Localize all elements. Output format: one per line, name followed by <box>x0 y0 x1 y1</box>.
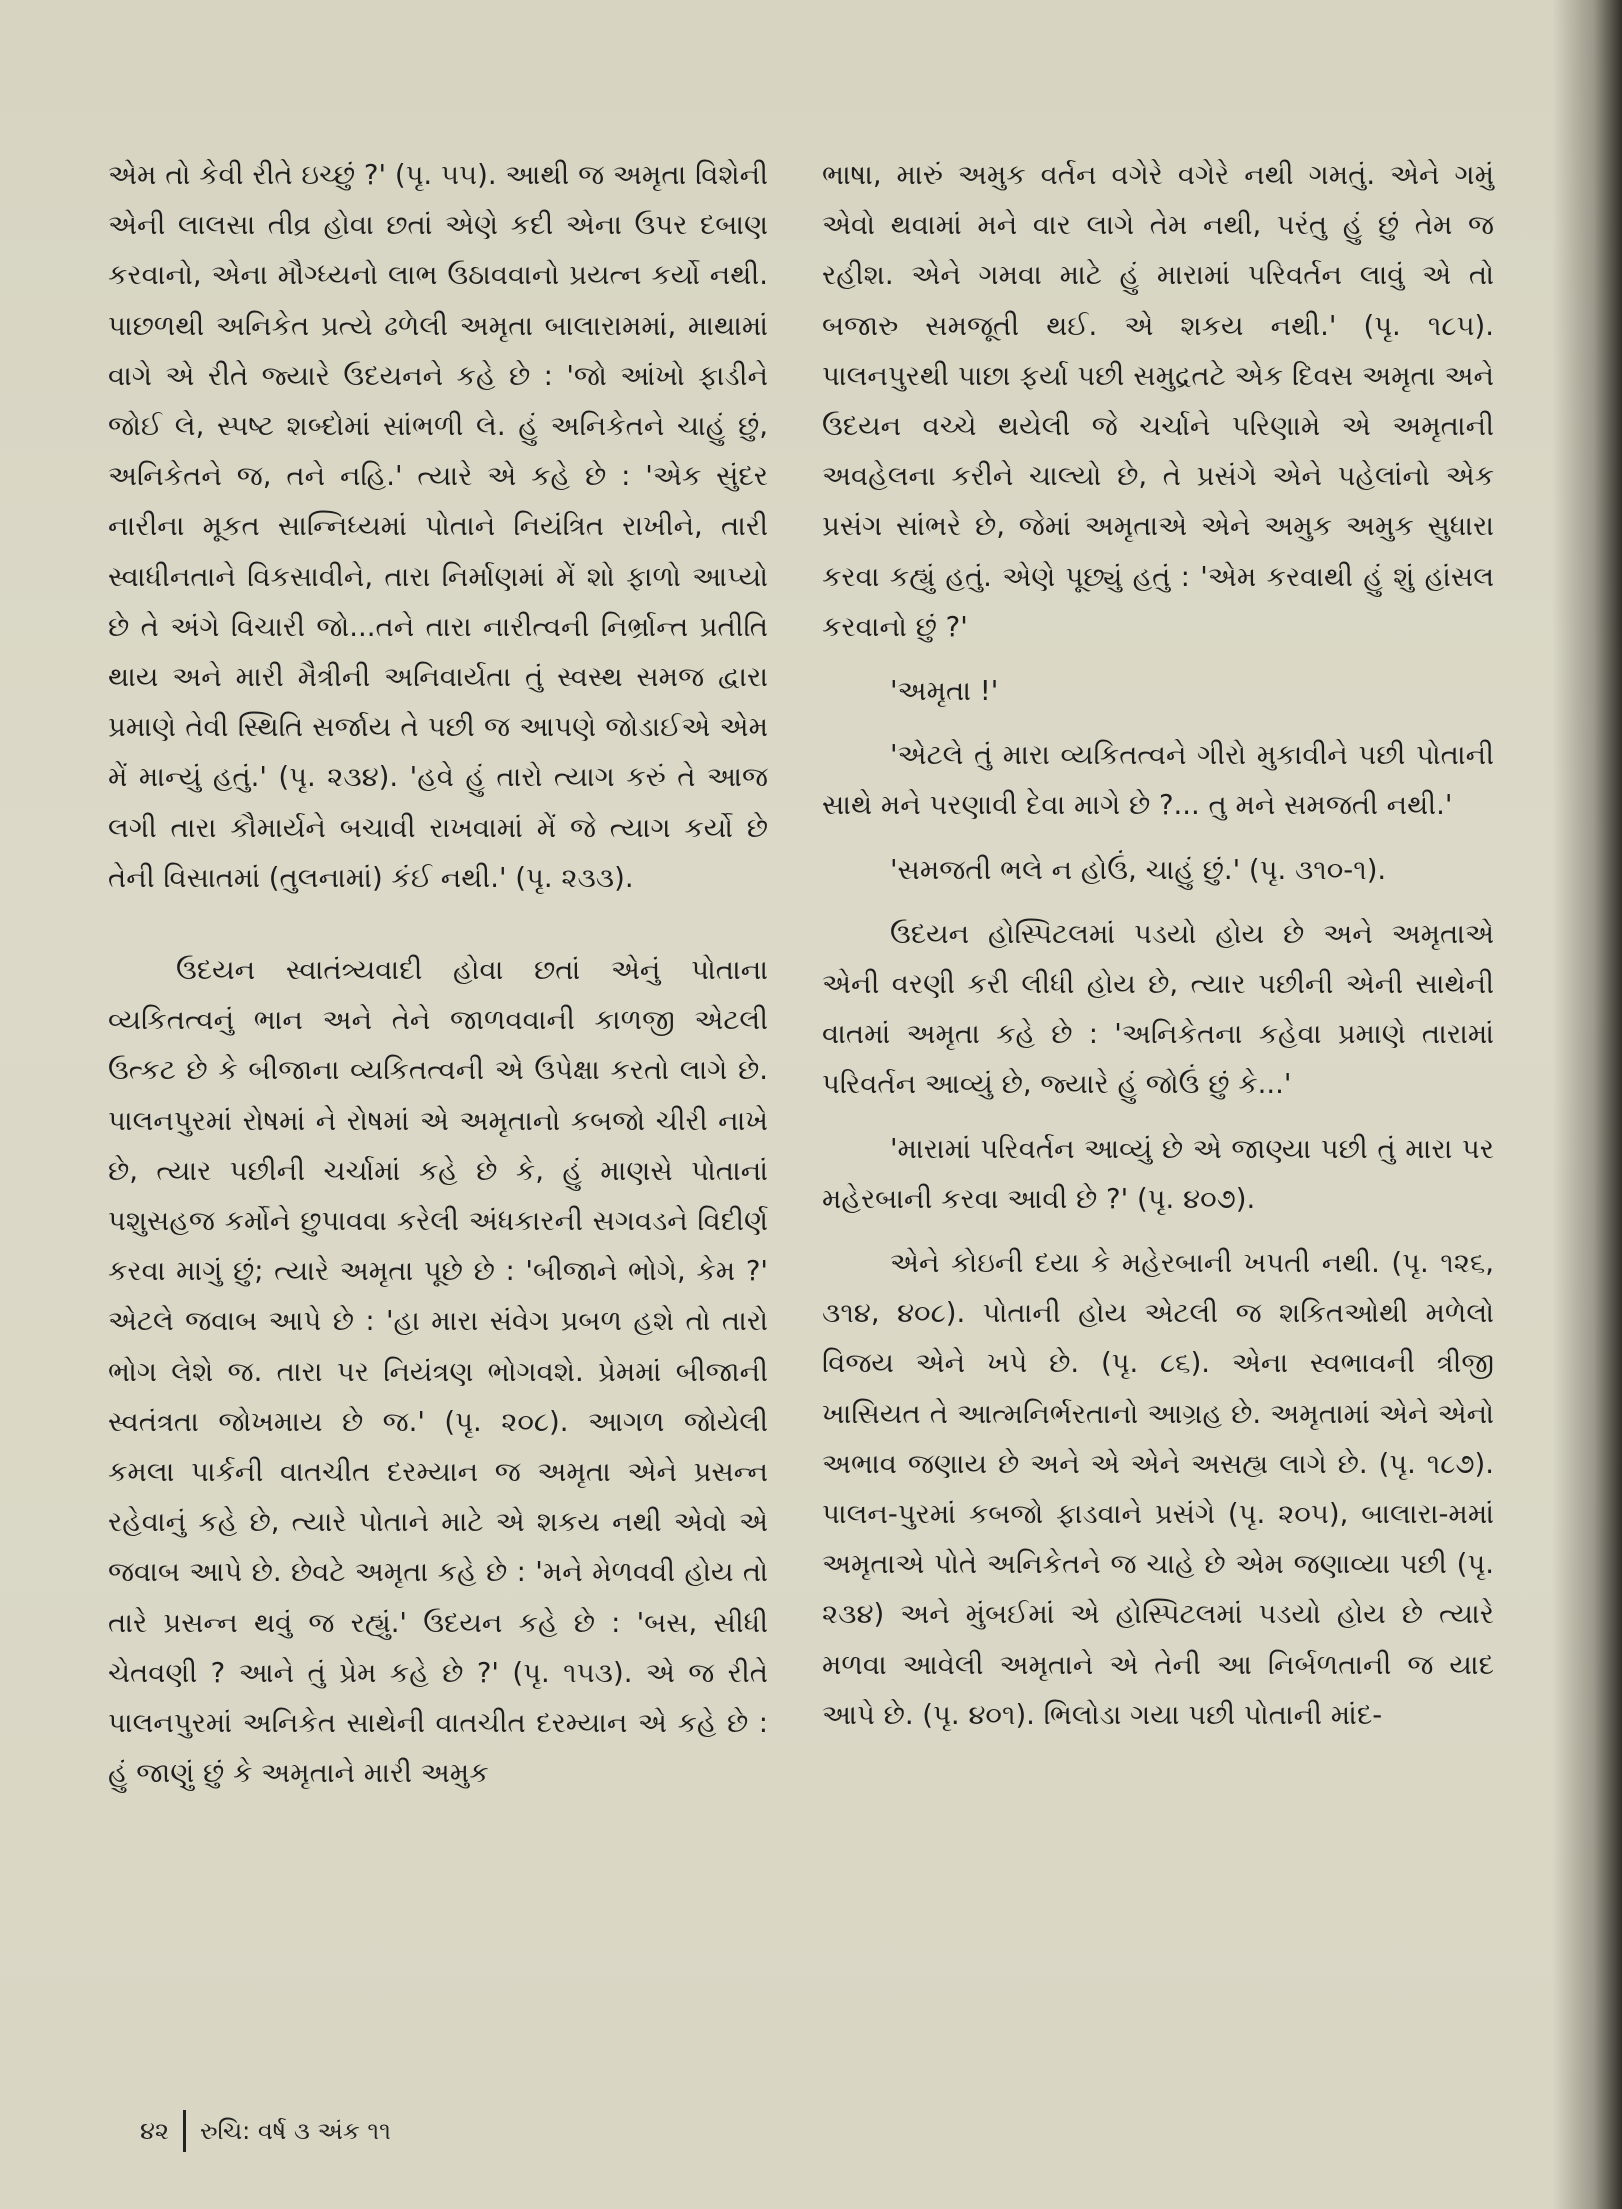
paragraph: ઉદયન સ્વાતંત્ર્યવાદી હોવા છતાં એનું પોતાના વ્યકિતત્વનું ભાન અને તેને જાળવવાની કાળજી એટલી ઉત્કટ છે કે બીજાના વ્યકિતત્વની એ ઉપેક્ષા કરતો લાગે છે. પાલનપુરમાં રોષમાં ને રોષમાં એ અમૃતાનો કબજો ચીરી નાખે છે, ત્યાર પછીની ચર્ચામાં કહે છે કે, હું માણસે પોતાનાં પશુસહજ કર્મોને છુપાવવા કરેલી અંધકારની સગવડને વિદીર્ણ કરવા માગું છું; ત્યારે અમૃતા પૂછે છે : 'બીજાને ભોગે, કેમ ?' એટલે જવાબ આપે છે : 'હા મારા સંવેગ પ્રબળ હશે તો તારો ભોગ લેશે જ. તારા પર નિયંત્રણ ભોગવશે. પ્રેમમાં બીજાની સ્વતંત્રતા જોખમાય છે જ.' (પૃ. ૨૦૮). આગળ જોયેલી કમલા પાર્કની વાતચીત દરમ્યાન જ અમૃતા એને પ્રસન્ન રહેવાનું કહે છે, ત્યારે પોતાને માટે એ શકય નથી એવો એ જવાબ આપે છે. છેવટે અમૃતા કહે છે : 'મને મેળવવી હોય તો તારે પ્રસન્ન થવું જ રહ્યું.' ઉદયન કહે છે : 'બસ, સીધી ચેતવણી ? આને તું પ્રેમ કહે છે ?' (પૃ. ૧૫૩). એ જ રીતે પાલનપુરમાં અનિકેત સાથેની વાતચીત દરમ્યાન એ કહે છે : હું જાણું છું કે અમૃતાને મારી અમુક <box>108 954 768 1790</box>
paragraph: 'મારામાં પરિવર્તન આવ્યું છે એ જાણ્યા પછી તું મારા પર મહેરબાની કરવા આવી છે ?' (પૃ. ૪૦૭). <box>822 1132 1494 1215</box>
paragraph: 'એટલે તું મારા વ્યકિતત્વને ગીરો મુકાવીને પછી પોતાની સાથે મને પરણાવી દેવા માગે છે ?... તુ મને સમજતી નથી.' <box>822 739 1494 822</box>
paragraph: 'અમૃતા !' <box>890 675 999 708</box>
publication-info: રુચિ: વર્ષ ૩ અંક ૧૧ <box>199 2117 391 2145</box>
right-column <box>822 150 1494 1740</box>
left-column <box>108 150 768 1799</box>
page-number: ૪૨ <box>140 2117 169 2145</box>
paragraph: ભાષા, મારું અમુક વર્તન વગેરે વગેરે નથી ગમતું. એને ગમું એવો થવામાં મને વાર લાગે તેમ નથી, પરંતુ હું છું તેમ જ રહીશ. એને ગમવા માટે હું મારામાં પરિવર્તન લાવું એ તો બજારુ સમજૂતી થઈ. એ શકય નથી.' (પૃ. ૧૮૫). પાલનપુરથી પાછા ફર્યા પછી સમુદ્રતટે એક દિવસ અમૃતા અને ઉદયન વચ્ચે થયેલી જે ચર્ચાને પરિણામે એ અમૃતાની અવહેલના કરીને ચાલ્યો છે, તે પ્રસંગે એને પહેલાંનો એક પ્રસંગ સાંભરે છે, જેમાં અમૃતાએ એને અમુક અમુક સુધારા કરવા કહ્યું હતું. એણે પૂછ્યું હતું : 'એમ કરવાથી હું શું હાંસલ કરવાનો છું ?' <box>822 159 1494 643</box>
paragraph: એને કોઇની દયા કે મહેરબાની ખપતી નથી. (પૃ. ૧૨૬, ૩૧૪, ૪૦૮). પોતાની હોય એટલી જ શકિતઓથી મળેલો વિજય એને ખપે છે. (પૃ. ૮૬). એના સ્વભાવની ત્રીજી ખાસિયત તે આત્મનિર્ભરતાનો આગ્રહ છે. અમૃતામાં એને એનો અભાવ જણાય છે અને એ એને અસહ્ય લાગે છે. (પૃ. ૧૮૭). પાલન-પુરમાં કબજો ફાડવાને પ્રસંગે (પૃ. ૨૦૫), બાલારા-મમાં અમૃતાએ પોતે અનિકેતને જ ચાહે છે એમ જણાવ્યા પછી (પૃ. ૨૩૪) અને મુંબઈમાં એ હોસ્પિટલમાં પડયો હોય છે ત્યારે મળવા આવેલી અમૃતાને એ તેની આ નિર્બળતાની જ યાદ આપે છે. (પૃ. ૪૦૧). ભિલોડા ગયા પછી પોતાની માંદ- <box>822 1247 1494 1731</box>
page-edge-shadow <box>1552 0 1622 2209</box>
paragraph: 'સમજતી ભલે ન હોઉં, ચાહું છું.' (પૃ. ૩૧૦-૧). <box>890 853 1387 886</box>
paragraph: ઉદયન હોસ્પિટલમાં પડયો હોય છે અને અમૃતાએ એની વરણી કરી લીધી હોય છે, ત્યાર પછીની એની સાથેની વાતમાં અમૃતા કહે છે : 'અનિકેતના કહેવા પ્રમાણે તારામાં પરિવર્તન આવ્યું છે, જ્યારે હું જોઉં છું કે...' <box>822 917 1494 1101</box>
footer-divider <box>183 2110 186 2152</box>
page-footer <box>140 2110 391 2152</box>
paragraph: એમ તો કેવી રીતે ઇચ્છું ?' (પૃ. ૫૫). આથી જ અમૃતા વિશેની એની લાલસા તીવ્ર હોવા છતાં એણે કદી એના ઉપર દબાણ કરવાનો, એના મૌગ્ધ્યનો લાભ ઉઠાવવાનો પ્રયત્ન કર્યો નથી. પાછળથી અનિકેત પ્રત્યે ઢળેલી અમૃતા બાલારામમાં, માથામાં વાગે એ રીતે જ્યારે ઉદયનને કહે છે : 'જો આંખો ફાડીને જોઈ લે, સ્પષ્ટ શબ્દોમાં સાંભળી લે. હું અનિકેતને ચાહું છું, અનિકેતને જ, તને નહિ.' ત્યારે એ કહે છે : 'એક સુંદર નારીના મૂકત સાન્નિધ્યમાં પોતાને નિયંત્રિત રાખીને, તારી સ્વાધીનતાને વિકસાવીને, તારા નિર્માણમાં મેં શો ફાળો આપ્યો છે તે અંગે વિચારી જો...તને તારા નારીત્વની નિર્ભ્રાન્ત પ્રતીતિ થાય અને મારી મૈત્રીની અનિવાર્યતા તું સ્વસ્થ સમજ દ્વારા પ્રમાણે તેવી સ્થિતિ સર્જાય તે પછી જ આપણે જોડાઈએ એમ મેં માન્યું હતું.' (પૃ. ૨૩૪). 'હવે હું તારો ત્યાગ કરું તે આજ લગી તારા કૌમાર્યને બચાવી રાખવામાં મેં જે ત્યાગ કર્યો છે તેની વિસાતમાં (તુલનામાં) કંઈ નથી.' (પૃ. ૨૩૩). <box>108 159 768 894</box>
